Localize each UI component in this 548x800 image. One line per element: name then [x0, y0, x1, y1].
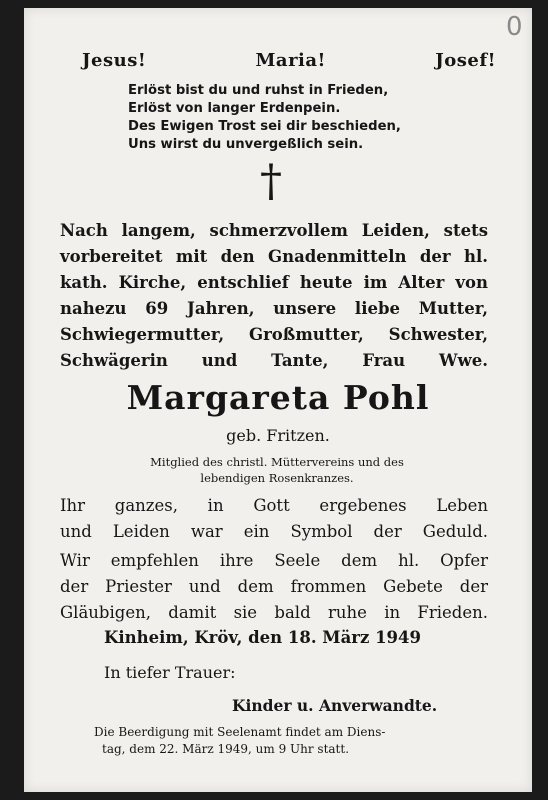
memorial-card — [24, 8, 532, 792]
memorial-poem — [128, 82, 401, 154]
prayer-line: Gläubigen, damit sie bald ruhe in Frieden. — [60, 603, 488, 622]
maiden-name: geb. Fritzen. — [226, 426, 330, 445]
notice-line: nahezu 69 Jahren, unsere liebe Mutter, — [60, 299, 488, 318]
notice-line: Nach langem, schmerzvollem Leiden, stets — [60, 221, 488, 240]
membership-line: lebendigen Rosenkranzes. — [200, 471, 354, 485]
tribute-paragraph — [60, 493, 488, 545]
poem-line: Erlöst bist du und ruhst in Frieden, — [128, 83, 389, 98]
burial-line: Die Beerdigung mit Seelenamt findet am Diens- — [94, 725, 386, 739]
membership-line: Mitglied des christl. Müttervereins und des — [150, 455, 404, 469]
death-notice-paragraph — [60, 218, 488, 374]
mourning-line: In tiefer Trauer: — [104, 663, 236, 682]
burial-notice — [82, 724, 496, 758]
invocation-maria: Maria! — [255, 50, 326, 71]
prayer-paragraph — [60, 548, 488, 626]
place-and-date: Kinheim, Kröv, den 18. März 1949 — [104, 628, 421, 647]
poem-line: Uns wirst du unvergeßlich sein. — [128, 137, 364, 152]
tribute-line: und Leiden war ein Symbol der Geduld. — [60, 522, 488, 541]
notice-line: Schwägerin und Tante, Frau Wwe. — [60, 351, 488, 370]
invocation-josef: Josef! — [435, 50, 496, 71]
deceased-name: Margareta Pohl — [126, 378, 430, 417]
burial-line: tag, dem 22. März 1949, um 9 Uhr statt. — [102, 742, 350, 756]
notice-line: kath. Kirche, entschlief heute im Alter von — [60, 273, 488, 292]
membership-note — [92, 454, 462, 486]
notice-line: vorbereitet mit den Gnadenmitteln der hl. — [60, 247, 488, 266]
invocation-jesus: Jesus! — [82, 50, 147, 71]
invocation-line — [82, 50, 496, 71]
tribute-line: Ihr ganzes, in Gott ergebenes Leben — [60, 496, 488, 515]
poem-line: Erlöst von langer Erdenpein. — [128, 101, 341, 116]
family-signature: Kinder u. Anverwandte. — [232, 696, 438, 715]
pencil-margin-mark: 0 — [506, 12, 523, 42]
notice-line: Schwiegermutter, Großmutter, Schwester, — [60, 325, 488, 344]
prayer-line: der Priester und dem frommen Gebete der — [60, 577, 488, 596]
cross-icon: † — [260, 156, 282, 207]
prayer-line: Wir empfehlen ihre Seele dem hl. Opfer — [60, 551, 488, 570]
poem-line: Des Ewigen Trost sei dir beschieden, — [128, 119, 401, 134]
